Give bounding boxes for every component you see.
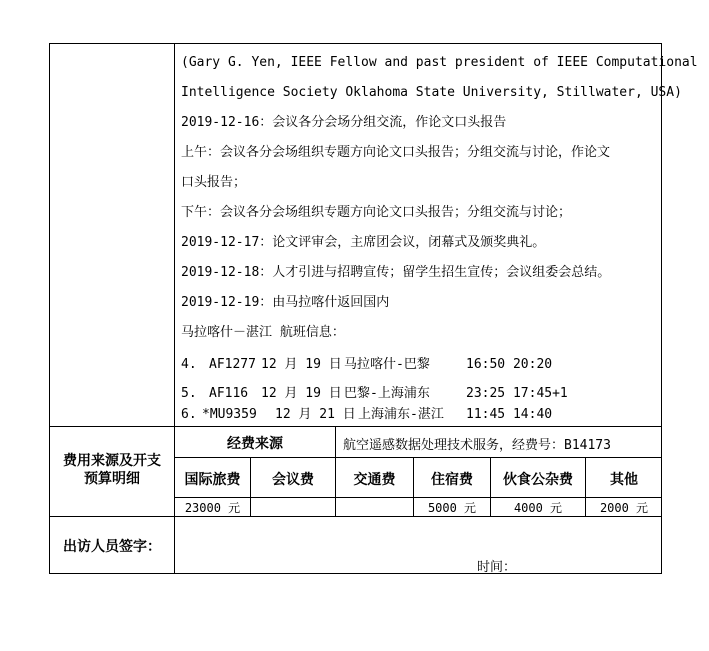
itinerary-line: 下午：会议各分会场组织专题方向论文口头报告；分组交流与讨论；: [181, 205, 572, 220]
funding-source-header: 经费来源: [227, 436, 283, 452]
flight-date: 12 月 19 日: [261, 357, 342, 372]
flight-number: 6.: [181, 407, 197, 422]
itinerary-line: 2019-12-17：论文评审会，主席团会议，闭幕式及颁奖典礼。: [181, 235, 546, 250]
flight-row: [181, 407, 659, 422]
signature-time-label: 时间：: [477, 560, 517, 575]
flight-number: 5.: [181, 386, 197, 401]
flight-route: 马拉喀什-巴黎: [344, 357, 430, 372]
row-divider-funding: [49, 426, 662, 427]
source-divider: [335, 426, 336, 457]
flight-code: *MU9359: [202, 407, 257, 422]
funding-source-value: 航空遥感数据处理技术服务，经费号：B14173: [343, 438, 611, 453]
amount-cell: 2000 元: [599, 501, 649, 515]
row-divider-amounts: [174, 497, 662, 498]
funding-label-line2: 预算明细: [84, 471, 140, 487]
itinerary-line: Intelligence Society Oklahoma State University, Stillwater, USA): [181, 85, 682, 100]
funding-label-line1: 费用来源及开支: [63, 453, 161, 469]
flight-row: [181, 357, 659, 372]
signature-label: 出访人员签字：: [63, 539, 161, 555]
funding-label: [50, 452, 174, 488]
column-header: 国际旅费: [184, 472, 241, 488]
flight-date: 12 月 21 日: [275, 407, 356, 422]
flight-row: [181, 386, 659, 401]
itinerary-line: 口头报告；: [181, 175, 247, 190]
flight-date: 12 月 19 日: [261, 386, 342, 401]
itinerary-line: 2019-12-18：人才引进与招聘宣传；留学生招生宣传；会议组委会总结。: [181, 265, 611, 280]
itinerary-line: 2019-12-16：会议各分会场分组交流，作论文口头报告: [181, 115, 507, 130]
column-header: 住宿费: [431, 472, 473, 488]
flight-code: AF1277: [209, 357, 256, 372]
amount-cell: 4000 元: [513, 501, 563, 515]
flight-route: 上海浦东-湛江: [358, 407, 444, 422]
itinerary-line: (Gary G. Yen, IEEE Fellow and past president of IEEE Computational: [181, 55, 698, 70]
flight-times: 16:50 20:20: [466, 357, 553, 372]
amount-cell: 23000 元: [184, 501, 241, 515]
row-divider-signature: [49, 516, 662, 517]
column-header: 伙食公杂费: [503, 472, 573, 488]
column-header: 会议费: [272, 472, 314, 488]
flight-number: 4.: [181, 357, 197, 372]
itinerary-line: 2019-12-19：由马拉喀什返回国内: [181, 295, 390, 310]
label-column-divider: [174, 43, 175, 574]
row-divider-columns: [174, 457, 662, 458]
amount-cell: 5000 元: [427, 501, 477, 515]
flight-times: 23:25 17:45+1: [466, 386, 568, 401]
flight-route: 巴黎-上海浦东: [344, 386, 430, 401]
column-header: 其他: [610, 472, 638, 488]
flight-times: 11:45 14:40: [466, 407, 553, 422]
itinerary-line: 马拉喀什－湛江 航班信息：: [181, 325, 345, 340]
itinerary-line: 上午：会议各分会场组织专题方向论文口头报告；分组交流与讨论，作论文: [181, 145, 611, 160]
flight-code: AF116: [209, 386, 249, 401]
column-header: 交通费: [353, 472, 396, 488]
